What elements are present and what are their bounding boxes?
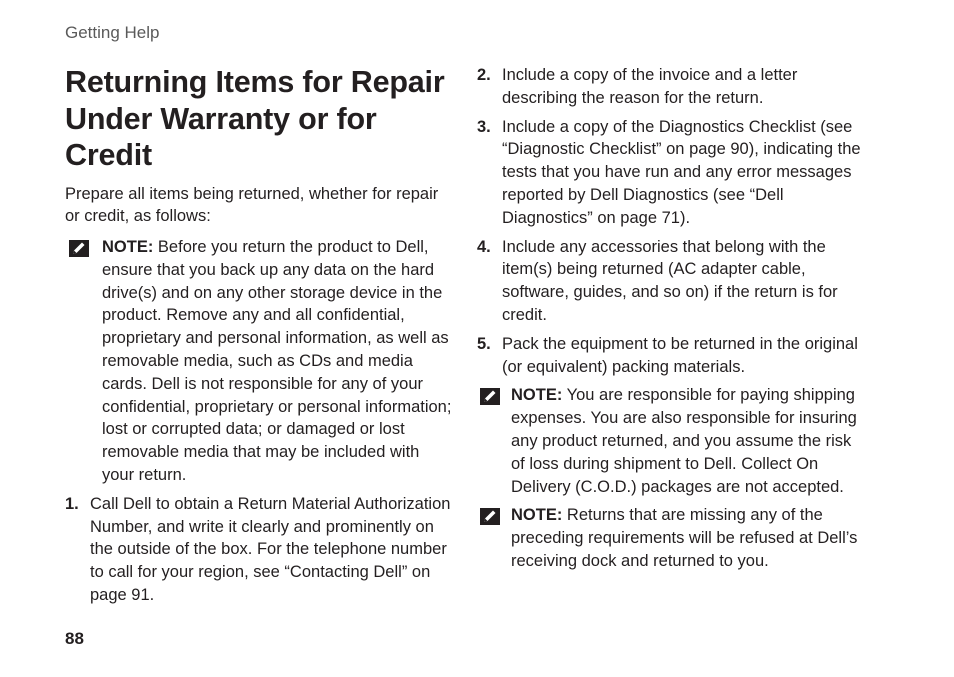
step-text: Include any accessories that belong with the item(s) being returned (AC adapter cable, software, guides, and so on) if the return is for credit.: [502, 237, 838, 324]
step-number: 3.: [477, 117, 491, 136]
note-shipping: [477, 384, 867, 498]
step-number: 4.: [477, 237, 491, 256]
note-label: NOTE:: [511, 506, 563, 525]
step-text: Include a copy of the Diagnostics Checklist (see “Diagnostic Checklist” on page 90), indicating the tests that you have run and any error messages reported by Dell Diagnostics (see “Dell Diagnostics” on page 71).: [502, 117, 861, 227]
note-label: NOTE:: [102, 238, 154, 257]
intro-paragraph: Prepare all items being returned, whether for repair or credit, as follows:: [65, 184, 439, 226]
step-5: [477, 333, 867, 379]
step-number: 5.: [477, 334, 491, 353]
step-text: Include a copy of the invoice and a letter describing the reason for the return.: [502, 66, 798, 107]
left-column: [65, 64, 455, 607]
step-text: Call Dell to obtain a Return Material Authorization Number, and write it clearly and prominently on the outside of the box. For the telephone number to call for your region, see “Contacting Dell” on page 91.: [90, 494, 451, 605]
pencil-note-icon: [480, 508, 500, 525]
step-number: 1.: [65, 494, 79, 513]
note-backup: [65, 236, 455, 487]
running-header: Getting Help: [65, 23, 160, 42]
step-text: Pack the equipment to be returned in the original (or equivalent) packing materials.: [502, 334, 858, 376]
pencil-note-icon: [480, 388, 500, 405]
note-text: Returns that are missing any of the preceding requirements will be refused at Dell’s receiving dock and returned to you.: [511, 506, 858, 570]
note-text: Before you return the product to Dell, ensure that you back up any data on the hard drive(s) and on any other storage device in the product. Remove any and all confidential, proprietary and personal information, as well as removable media, such as CDs and media cards. Dell is not responsible for any of your confidential, proprietary or personal information; lost or corrupted data; or damaged or lost removable media that may be included with your return.: [102, 238, 452, 485]
step-3: [477, 116, 867, 230]
step-1: [65, 493, 455, 607]
step-number: 2.: [477, 66, 491, 84]
step-2: [477, 64, 867, 110]
step-4: [477, 236, 867, 327]
note-refusal: [477, 504, 867, 572]
page-title: Returning Items for Repair Under Warranty or for Credit: [65, 65, 445, 172]
pencil-note-icon: [69, 240, 89, 257]
note-text: You are responsible for paying shipping expenses. You are also responsible for insuring any product returned, and you assume the risk of loss during shipment to Dell. Collect On Delivery (C.O.D.) packages are not accepted.: [511, 386, 857, 496]
right-column: [477, 64, 867, 579]
page-number: 88: [65, 629, 84, 648]
note-label: NOTE:: [511, 386, 563, 405]
